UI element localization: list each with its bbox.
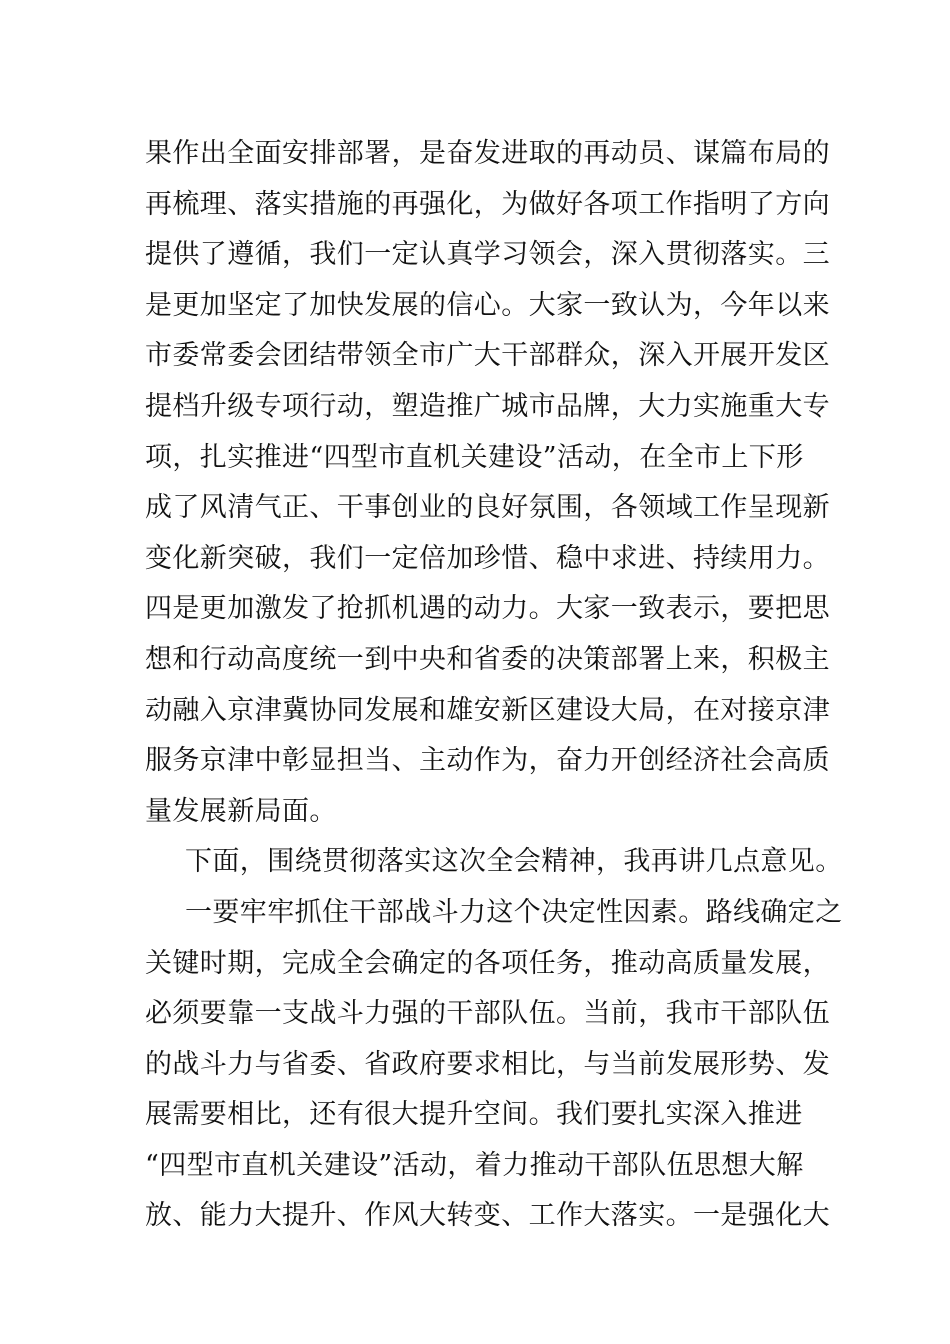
text-line: 量发展新局面。 xyxy=(145,795,337,827)
text-line: “四型市直机关建设”活动，着力推动干部队伍思想大解 xyxy=(145,1149,804,1181)
text-line: 展需要相比，还有很大提升空间。我们要扎实深入推进 xyxy=(145,1099,803,1131)
text-line: 提供了遵循，我们一定认真学习领会，深入贯彻落实。三 xyxy=(145,239,830,271)
text-line: 关键时期，完成全会确定的各项任务，推动高质量发展， xyxy=(145,947,830,979)
paragraph-first-line: 一要牢牢抓住干部战斗力这个决定性因素。路线确定之 xyxy=(185,896,843,928)
text-line: 再梳理、落实措施的再强化，为做好各项工作指明了方向 xyxy=(145,188,830,220)
body-text xyxy=(145,129,843,1242)
text-line: 服务京津中彰显担当、主动作为，奋力开创经济社会高质 xyxy=(145,745,830,777)
text-line: 市委常委会团结带领全市广大干部群众，深入开展开发区 xyxy=(145,340,830,372)
text-line: 必须要靠一支战斗力强的干部队伍。当前，我市干部队伍 xyxy=(145,998,830,1030)
text-line: 项，扎实推进“四型市直机关建设”活动，在全市上下形 xyxy=(145,441,804,473)
text-line: 果作出全面安排部署，是奋发进取的再动员、谋篇布局的 xyxy=(145,138,830,169)
text-line: 四是更加激发了抢抓机遇的动力。大家一致表示，要把思 xyxy=(145,593,830,625)
text-line: 的战斗力与省委、省政府要求相比，与当前发展形势、发 xyxy=(145,1048,830,1080)
text-line: 提档升级专项行动，塑造推广城市品牌，大力实施重大专 xyxy=(145,390,830,422)
text-line: 想和行动高度统一到中央和省委的决策部署上来，积极主 xyxy=(145,643,830,675)
text-line: 变化新突破，我们一定倍加珍惜、稳中求进、持续用力。 xyxy=(145,542,830,574)
text-line: 动融入京津冀协同发展和雄安新区建设大局，在对接京津 xyxy=(145,694,830,726)
paragraph-first-line: 下面，围绕贯彻落实这次全会精神，我再讲几点意见。 xyxy=(185,846,843,878)
text-line: 放、能力大提升、作风大转变、工作大落实。一是强化大 xyxy=(145,1200,830,1232)
text-line: 是更加坚定了加快发展的信心。大家一致认为，今年以来 xyxy=(145,289,830,321)
text-line: 成了风清气正、干事创业的良好氛围，各领域工作呈现新 xyxy=(145,492,830,524)
